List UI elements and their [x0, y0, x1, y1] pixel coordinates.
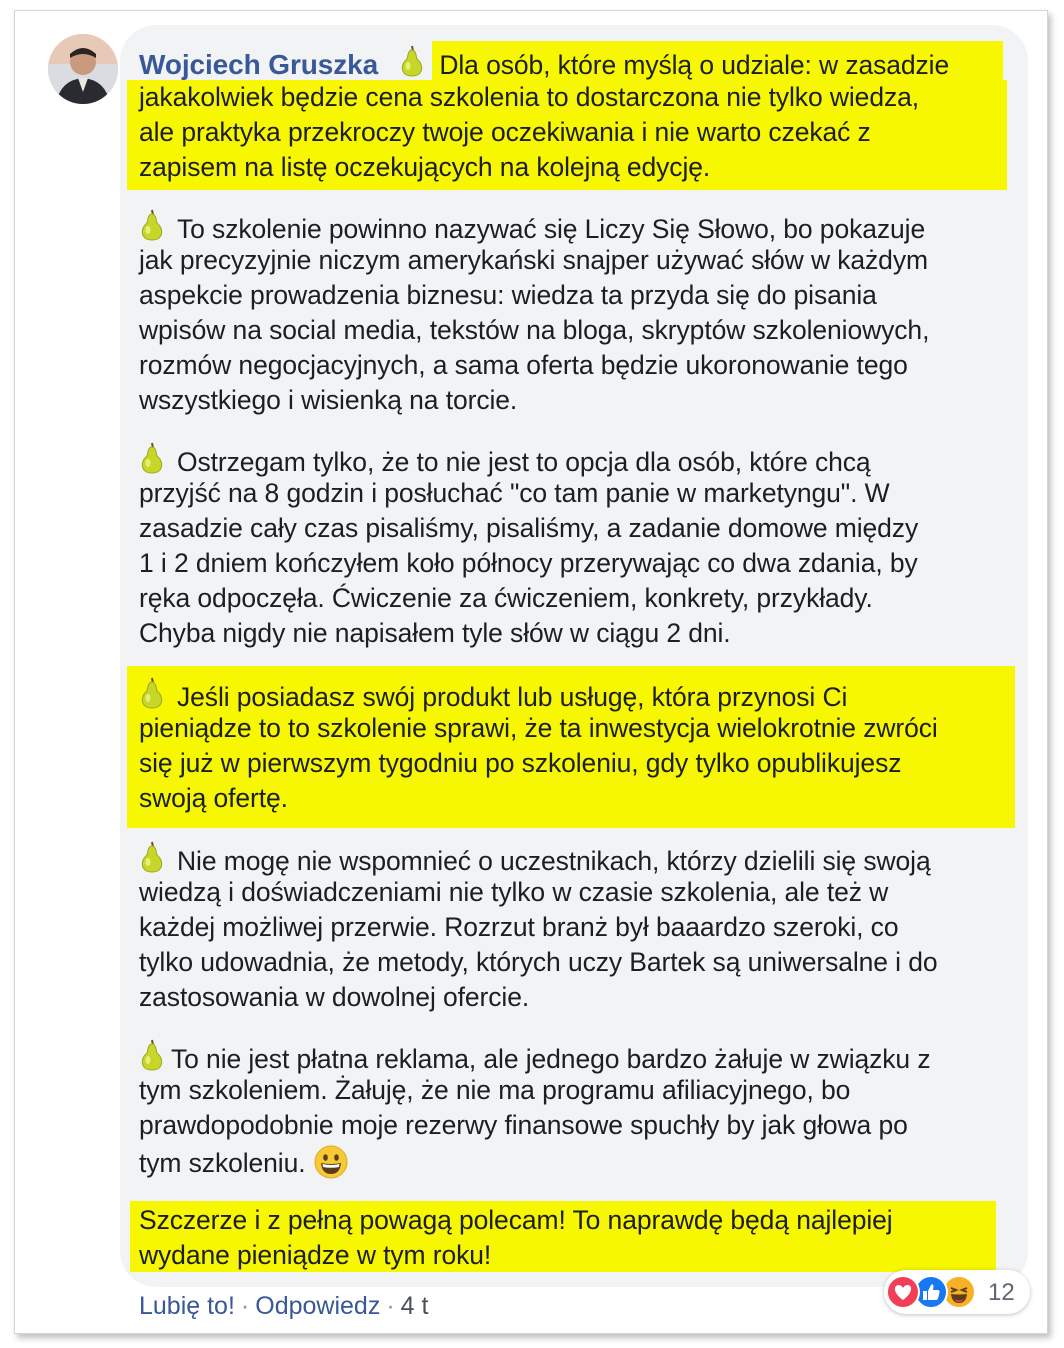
pear-emoji-icon: [139, 676, 165, 710]
paragraph-6-first-line: [139, 1038, 930, 1077]
paragraph-4-first-line: [139, 676, 847, 715]
author-name[interactable]: Wojciech Gruszka: [139, 49, 379, 80]
last-line-with-smiley: [139, 1145, 348, 1188]
comment-line: To szkolenie powinno nazywać się Liczy Się Słowo, bo pokazuje: [177, 214, 926, 244]
pear-emoji-icon: [139, 1038, 165, 1072]
comment-line: Chyba nigdy nie napisałem tyle słów w ciągu 2 dni.: [139, 618, 731, 648]
comment-line: jakakolwiek będzie cena szkolenia to dostarczona nie tylko wiedza,: [139, 82, 920, 112]
pear-emoji-icon: [139, 208, 165, 242]
comment-actions: [139, 1292, 428, 1321]
comment-line: aspekcie prowadzenia biznesu: wiedza ta przyda się do pisania: [139, 280, 877, 310]
love-reaction-icon: [886, 1275, 920, 1309]
paragraph-2-first-line: [139, 208, 925, 247]
reply-link[interactable]: Odpowiedz: [255, 1292, 381, 1320]
comment-line: wpisów na social media, tekstów na bloga, skryptów szkoleniowych,: [139, 315, 930, 345]
comment-line: rozmów negocjacyjnych, a sama oferta będzie ukoronowanie tego: [139, 350, 908, 380]
comment-line: przyjść na 8 godzin i posłuchać "co tam panie w marketyngu". W: [139, 478, 890, 508]
comment-line: 1 i 2 dniem kończyłem koło północy przerywając co dwa zdania, by: [139, 548, 918, 578]
comment-line: się już w pierwszym tygodniu po szkoleniu, gdy tylko opublikujesz: [139, 748, 902, 778]
comment-line: Szczerze i z pełną powagą polecam! To naprawdę będą najlepiej: [139, 1205, 893, 1235]
comment-line: tym szkoleniem. Żałuję, że nie ma programu afiliacyjnego, bo: [139, 1075, 851, 1105]
comment-line: pieniądze to to szkolenie sprawi, że ta inwestycja wielokrotnie zwróci: [139, 713, 938, 743]
comment-line: wszystkiego i wisienką na torcie.: [139, 385, 518, 415]
comment-line: Nie mogę nie wspomnieć o uczestnikach, którzy dzielili się swoją: [177, 846, 931, 876]
comment-first-line: [139, 44, 949, 83]
pear-emoji-icon: [139, 441, 165, 475]
timestamp[interactable]: 4 t: [400, 1292, 429, 1320]
pear-emoji-icon: [399, 44, 425, 78]
reactions-summary[interactable]: [884, 1270, 1030, 1314]
like-link[interactable]: Lubię to!: [139, 1292, 235, 1320]
grinning-face-icon: [314, 1145, 348, 1188]
comment-line: Ostrzegam tylko, że to nie jest to opcja dla osób, które chcą: [177, 447, 871, 477]
avatar[interactable]: [48, 34, 118, 104]
paragraph-3-first-line: [139, 441, 871, 480]
comment-line: zastosowania w dowolnej ofercie.: [139, 982, 530, 1012]
comment-line: wydane pieniądze w tym roku!: [139, 1240, 492, 1270]
separator: ·: [240, 1292, 250, 1320]
comment-line: wiedzą i doświadczeniami nie tylko w czasie szkolenia, ale też w: [139, 877, 889, 907]
comment-line: Dla osób, które myślą o udziale: w zasadzie: [439, 50, 950, 80]
comment-line: To nie jest płatna reklama, ale jednego bardzo żałuje w związku z: [171, 1044, 931, 1074]
comment-line: każdej możliwej przerwie. Rozrzut branż był baaardzo szeroki, co: [139, 912, 899, 942]
pear-emoji-icon: [139, 840, 165, 874]
separator: ·: [386, 1292, 395, 1320]
comment-line: tym szkoleniu.: [139, 1148, 306, 1178]
comment-line: zapisem na listę oczekujących na kolejną edycję.: [139, 152, 711, 182]
paragraph-5-first-line: [139, 840, 931, 879]
comment-line: ale praktyka przekroczy twoje oczekiwania i nie warto czekać z: [139, 117, 871, 147]
comment-line: Jeśli posiadasz swój produkt lub usługę, która przynosi Ci: [177, 682, 848, 712]
comment-line: tylko udowadnia, że metody, których uczy Bartek są uniwersalne i do: [139, 947, 938, 977]
comment-line: ręka odpoczęła. Ćwiczenie za ćwiczeniem, konkrety, przykłady.: [139, 583, 873, 613]
comment-line: prawdopodobnie moje rezerwy finansowe spuchły by jak głowa po: [139, 1110, 908, 1140]
comment-line: jak precyzyjnie niczym amerykański snajper używać słów w każdym: [139, 245, 928, 275]
reactions-count: 12: [988, 1279, 1015, 1306]
comment-line: zasadzie cały czas pisaliśmy, pisaliśmy, a zadanie domowe między: [139, 513, 919, 543]
comment-line: swoją ofertę.: [139, 783, 288, 813]
